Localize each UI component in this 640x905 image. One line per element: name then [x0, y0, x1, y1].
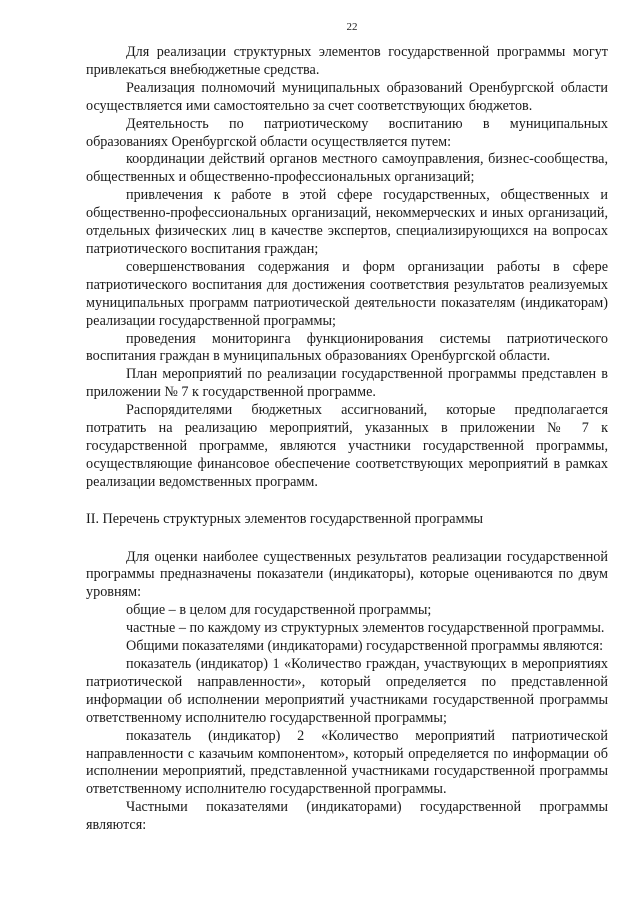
- section-heading: II. Перечень структурных элементов государственной программы: [86, 510, 484, 527]
- paragraph: Для оценки наиболее существенных результатов реализации государственной программы предназначены показатели (индикаторы), которые оцениваются по двум уровням:: [86, 548, 608, 601]
- paragraph: Деятельность по патриотическому воспитанию в муниципальных образованиях Оренбургской области осуществляется путем:: [86, 115, 608, 150]
- paragraph: совершенствования содержания и форм организации работы в сфере патриотического воспитания для достижения соответствия результатов реализуемых муниципальных программ патриотической деятельности показателям (индикаторам) реализации государственной программы;: [86, 258, 608, 329]
- paragraph: привлечения к работе в этой сфере государственных, общественных и общественно-профессиональных организаций, некоммерческих и иных организаций, отдельных физических лиц в качестве экспертов, специализирующихся на вопросах патриотического воспитания граждан;: [86, 187, 608, 257]
- paragraph: проведения мониторинга функционирования системы патриотического воспитания граждан в муниципальных образованиях Оренбургской области.: [86, 330, 608, 365]
- paragraph: показатель (индикатор) 1 «Количество граждан, участвующих в мероприятиях патриотической направленности», который определяется по представленной информации об исполнении мероприятий участниками государственной программы ответственному исполнителю государственной программы;: [86, 656, 608, 726]
- paragraph: показатель (индикатор) 2 «Количество мероприятий патриотической направленности с казачьим компонентом», который определяется по информации об исполнении мероприятий, представленной участниками государственной программы ответственному исполнителю государственной программы.: [86, 727, 608, 798]
- paragraph: Для реализации структурных элементов государственной программы могут привлекаться внебюджетные средства.: [86, 44, 608, 78]
- paragraph: Частными показателями (индикаторами) государственной программы являются:: [86, 799, 608, 834]
- document-body: [86, 44, 608, 835]
- paragraph: общие – в целом для государственной программы;: [126, 602, 432, 619]
- page-number: 22: [346, 21, 358, 33]
- paragraph: Распорядителями бюджетных ассигнований, которые предполагается потратить на реализацию мероприятий, указанных в приложении № 7 к государственной программе, являются участники государственной программы, осуществляющие финансовое обеспечение соответствующих мероприятий в рамках реализации ведомственных программ.: [86, 402, 608, 490]
- paragraph: координации действий органов местного самоуправления, бизнес-сообщества, общественных и общественно-профессиональных организаций;: [86, 151, 608, 186]
- paragraph: Реализация полномочий муниципальных образований Оренбургской области осуществляется ими самостоятельно за счет соответствующих бюджетов.: [86, 79, 608, 114]
- paragraph: частные – по каждому из структурных элементов государственной программы.: [126, 620, 605, 637]
- paragraph: План мероприятий по реализации государственной программы представлен в приложении № 7 к государственной программе.: [86, 366, 608, 401]
- paragraph: Общими показателями (индикаторами) государственной программы являются:: [126, 638, 604, 655]
